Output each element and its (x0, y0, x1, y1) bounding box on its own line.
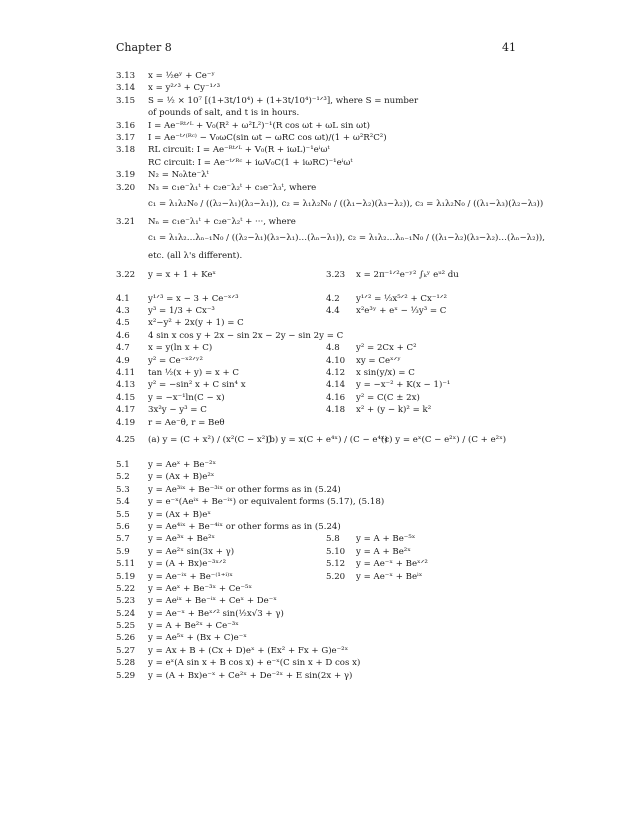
answer-row (116, 144, 526, 156)
answer-expression: y = −x⁻¹ln(C − x) (148, 392, 225, 403)
problem-number: 4.5 (116, 318, 130, 329)
answers-block-4 (116, 293, 526, 451)
problem-number: 5.22 (116, 583, 136, 594)
problem-number: 4.25 (116, 434, 136, 445)
answer-expression: c₁ = λ₁λ₂…λₙ₋₁N₀ / ((λ₂−λ₁)(λ₃−λ₁)…(λₙ−λ₁)), c₂ = λ₁λ₂…λₙ₋₁N₀ / ((λ₁−λ₂)(λ₃−λ₂)…(λₙ−λ₂)), (148, 233, 546, 244)
answer-expression: y = Ae⁵ˣ + (Bx + C)e⁻ˣ (148, 633, 247, 644)
answer-row (116, 571, 526, 583)
answer-expression: x sin(y/x) = C (356, 368, 415, 379)
answer-expression: c₁ = λ₁λ₂N₀ / ((λ₂−λ₁)(λ₃−λ₁)), c₂ = λ₁λ₂N₀ / ((λ₁−λ₂)(λ₃−λ₂)), c₃ = λ₁λ₂N₀ / ((λ₁−λ₃)(λ₂−λ₃)) (148, 198, 544, 209)
answers-block-5 (116, 459, 526, 682)
problem-number: 5.1 (116, 459, 130, 470)
answer-expression: y = Ae²ˣ sin(3x + γ) (148, 546, 235, 557)
answer-row (116, 317, 526, 329)
answer-row (116, 558, 526, 570)
answers-content (116, 70, 546, 682)
answer-row (116, 169, 526, 181)
answer-expression: x = 2π⁻¹ᐟ²e⁻ʸ² ∫ₖʸ eᵘ² du (356, 269, 459, 280)
problem-number: 5.25 (116, 621, 136, 632)
answer-expression: x² + (y − k)² = k² (356, 405, 432, 416)
problem-number: 5.29 (116, 670, 136, 681)
answer-part-c: (c) y = eˣ(C − e²ˣ) / (C + e²ˣ) (381, 434, 507, 445)
answer-row (116, 330, 526, 342)
problem-number: 5.3 (116, 484, 130, 495)
problem-number: 3.20 (116, 182, 136, 193)
problem-number: 5.23 (116, 596, 136, 607)
problem-number: 5.27 (116, 645, 136, 656)
answer-expression: S = ½ × 10⁷ [(1+3t/10⁴) + (1+3t/10⁴)⁻¹ᐟ³], where S = number (148, 95, 419, 106)
answer-expression: y = Ae³ˣ + Be²ˣ (148, 534, 216, 545)
answer-expression: y¹ᐟ³ = x − 3 + Ce⁻ˣᐟ³ (148, 293, 239, 304)
answer-expression: y = Ae⁻ⁱˣ + Be⁻⁽¹⁺ⁱ⁾ˣ (148, 571, 233, 582)
problem-number: 4.2 (326, 293, 340, 304)
answer-row (116, 250, 526, 262)
answer-row (116, 392, 526, 404)
answer-expression: y = A + Be²ˣ (356, 546, 411, 557)
answer-row (116, 379, 526, 391)
answer-expression: y = −x⁻² + K(x − 1)⁻¹ (356, 380, 451, 391)
problem-number: 3.19 (116, 170, 136, 181)
answer-expression: y² = −sin² x + C sin⁴ x (148, 380, 246, 391)
answer-expression: y = eˣ(A sin x + B cos x) + e⁻ˣ(C sin x + D cos x) (148, 658, 361, 669)
answer-expression: of pounds of salt, and t is in hours. (148, 108, 300, 119)
problem-number: 4.9 (116, 355, 130, 366)
answer-row (116, 657, 526, 669)
answer-expression: y = x + 1 + Keˣ (148, 269, 217, 280)
answer-expression: y = (A + Bx)e⁻³ˣᐟ² (148, 559, 227, 570)
answer-row (116, 429, 526, 451)
answer-row (116, 305, 526, 317)
answer-expression: y = Ae⁻ˣ + Beˣᐟ² sin(½x√3 + γ) (148, 608, 284, 619)
answer-expression: y = e⁻ˣ(Aeⁱˣ + Be⁻ⁱˣ) or equivalent forms (5.17), (5.18) (148, 497, 385, 508)
answer-expression: y = Ae³ⁱˣ + Be⁻³ⁱˣ or other forms as in (5.24) (148, 484, 341, 495)
problem-number: 4.14 (326, 380, 346, 391)
problem-number: 4.4 (326, 306, 340, 317)
answer-row (116, 132, 526, 144)
answers-block-3 (116, 70, 546, 285)
answer-row (116, 509, 526, 521)
answer-expression: y = Ae⁻ˣ + Beⁱˣ (356, 571, 423, 582)
answer-expression: RL circuit: I = Ae⁻ᴿᵗᐟᴸ + V₀(R + iωL)⁻¹eⁱωᵗ (148, 145, 330, 156)
problem-number: 5.2 (116, 472, 130, 483)
problem-number: 4.12 (326, 368, 346, 379)
problem-number: 4.16 (326, 392, 346, 403)
problem-number: 5.7 (116, 534, 130, 545)
answer-expression: tan ½(x + y) = x + C (148, 368, 239, 379)
answer-row (116, 484, 526, 496)
problem-number: 3.16 (116, 120, 136, 131)
answer-expression: N₃ = c₁e⁻λ₁ᵗ + c₂e⁻λ₂ᵗ + c₃e⁻λ₃ᵗ, where (148, 182, 317, 193)
problem-number: 4.17 (116, 405, 136, 416)
answer-row (116, 546, 526, 558)
problem-number: 3.15 (116, 95, 136, 106)
answer-row (116, 367, 526, 379)
answer-expression: y = Ax + B + (Cx + D)eˣ + (Ex² + Fx + G)e⁻²ˣ (148, 645, 349, 656)
answer-row (116, 404, 526, 416)
answer-expression: y = (Ax + B)eˣ (148, 509, 211, 520)
answer-row (116, 182, 526, 194)
answer-row (116, 216, 526, 228)
problem-number: 5.11 (116, 559, 136, 570)
answer-row (116, 521, 526, 533)
answer-row (116, 417, 526, 429)
answer-expression: 3x²y − y³ = C (148, 405, 207, 416)
problem-number: 5.9 (116, 546, 130, 557)
answer-row (116, 342, 526, 354)
problem-number: 5.10 (326, 546, 346, 557)
answer-expression: y³ = 1/3 + Cx⁻³ (148, 306, 215, 317)
problem-number: 4.1 (116, 293, 130, 304)
answer-row (116, 194, 544, 216)
answer-expression: y² = Ce⁻ˣ²ᐟʸ² (148, 355, 203, 366)
answer-row (116, 355, 526, 367)
problem-number: 5.24 (116, 608, 136, 619)
problem-number: 3.21 (116, 216, 136, 227)
answer-part-a: (a) y = (C + x²) / (x²(C − x²)) (148, 434, 272, 445)
answer-row (116, 595, 526, 607)
answer-row (116, 583, 526, 595)
page-number: 41 (502, 41, 516, 54)
problem-number: 5.26 (116, 633, 136, 644)
problem-number: 4.13 (116, 380, 136, 391)
problem-number: 4.10 (326, 355, 346, 366)
answer-expression: y = (A + Bx)e⁻ˣ + Ce²ˣ + De⁻²ˣ + E sin(2x + γ) (148, 670, 353, 681)
problem-number: 3.23 (326, 269, 346, 280)
problem-number: 3.14 (116, 83, 136, 94)
answer-expression: x²−y² + 2x(y + 1) = C (148, 318, 244, 329)
answer-row (116, 120, 526, 132)
answer-row (116, 95, 526, 107)
problem-number: 5.20 (326, 571, 346, 582)
chapter-title: Chapter 8 (116, 41, 172, 54)
answer-expression: y = Aeˣ + Be⁻³ˣ + Ce⁻⁵ˣ (148, 583, 253, 594)
answer-expression: y = Aeˣ + Be⁻²ˣ (148, 459, 217, 470)
answer-expression: y = (Ax + B)e²ˣ (148, 472, 215, 483)
answer-row (116, 608, 526, 620)
problem-number: 3.22 (116, 269, 136, 280)
answer-expression: 4 sin x cos y + 2x − sin 2x − 2y − sin 2y = C (148, 330, 344, 341)
answer-expression: x = y(ln x + C) (148, 343, 213, 354)
answer-row (116, 293, 526, 305)
answer-expression: x = ½eʸ + Ce⁻ʸ (148, 71, 216, 81)
answer-expression: y = Ae⁻ˣ + Beˣᐟ² (356, 559, 428, 570)
answer-row (116, 471, 526, 483)
answer-expression: x = y²ᐟ³ + Cy⁻¹ᐟ³ (148, 83, 221, 94)
answer-expression: y = Aeⁱˣ + Be⁻ⁱˣ + Ceˣ + De⁻ˣ (148, 596, 277, 607)
problem-number: 5.12 (326, 559, 346, 570)
answer-expression: y² = 2Cx + C² (356, 343, 417, 354)
answer-expression: I = Ae⁻ᵗᐟ⁽ᴿᶜ⁾ − V₀ωC(sin ωt − ωRC cos ωt)/(1 + ω²R²C²) (148, 132, 387, 143)
problem-number: 5.5 (116, 509, 130, 520)
problem-number: 4.3 (116, 306, 130, 317)
answer-expression: y² = C(C ± 2x) (356, 392, 420, 403)
problem-number: 5.4 (116, 497, 130, 508)
answer-expression: xy = Ceˣᐟʸ (356, 355, 401, 366)
answer-expression: Nₙ = c₁e⁻λ₁ᵗ + c₂e⁻λ₂ᵗ + ···, where (148, 216, 296, 227)
answer-row (116, 70, 526, 82)
problem-number: 4.7 (116, 343, 130, 354)
problem-number: 5.28 (116, 658, 136, 669)
answer-row (116, 670, 526, 682)
answer-expression: N₂ = N₀λte⁻λᵗ (148, 170, 209, 181)
answer-expression: y = Ae⁴ⁱˣ + Be⁻⁴ⁱˣ or other forms as in (5.24) (148, 521, 341, 532)
answer-expression: I = Ae⁻ᴿᵗᐟᴸ + V₀(R² + ω²L²)⁻¹(R cos ωt + ωL sin ωt) (148, 120, 370, 131)
answer-row (116, 82, 526, 94)
problem-number: 4.18 (326, 405, 346, 416)
answer-expression: r = Ae⁻θ, r = Beθ (148, 417, 225, 428)
answer-row (116, 107, 526, 119)
problem-number: 5.19 (116, 571, 136, 582)
answer-expression: etc. (all λ's different). (148, 251, 243, 262)
answer-expression: y = A + Be²ˣ + Ce⁻³ˣ (148, 621, 239, 632)
answer-row (116, 157, 526, 169)
answer-row (116, 620, 526, 632)
problem-number: 4.15 (116, 392, 136, 403)
problem-number: 4.6 (116, 330, 130, 341)
answer-row (116, 533, 526, 545)
answer-row (116, 645, 526, 657)
problem-number: 4.11 (116, 368, 136, 379)
answer-row (116, 496, 526, 508)
answer-row (116, 459, 526, 471)
answer-expression: x²e³ʸ + eˣ − ⅓y³ = C (356, 306, 447, 317)
answer-row (116, 228, 546, 250)
answer-expression: y = A + Be⁻⁵ˣ (356, 534, 416, 545)
problem-number: 4.8 (326, 343, 340, 354)
answer-expression: y¹ᐟ² = ⅓x⁵ᐟ² + Cx⁻¹ᐟ² (356, 293, 447, 304)
problem-number: 3.17 (116, 132, 136, 143)
problem-number: 5.6 (116, 521, 130, 532)
answer-part-b: (b) y = x(C + e⁴ˣ) / (C − e⁴ˣ) (266, 434, 388, 445)
problem-number: 3.18 (116, 145, 136, 156)
answer-row (116, 263, 526, 285)
answer-expression: RC circuit: I = Ae⁻ᵗᐟᴿᶜ + iωV₀C(1 + iωRC)⁻¹eⁱωᵗ (148, 157, 353, 168)
answer-row (116, 632, 526, 644)
problem-number: 5.8 (326, 534, 340, 545)
problem-number: 3.13 (116, 71, 136, 81)
problem-number: 4.19 (116, 417, 136, 428)
